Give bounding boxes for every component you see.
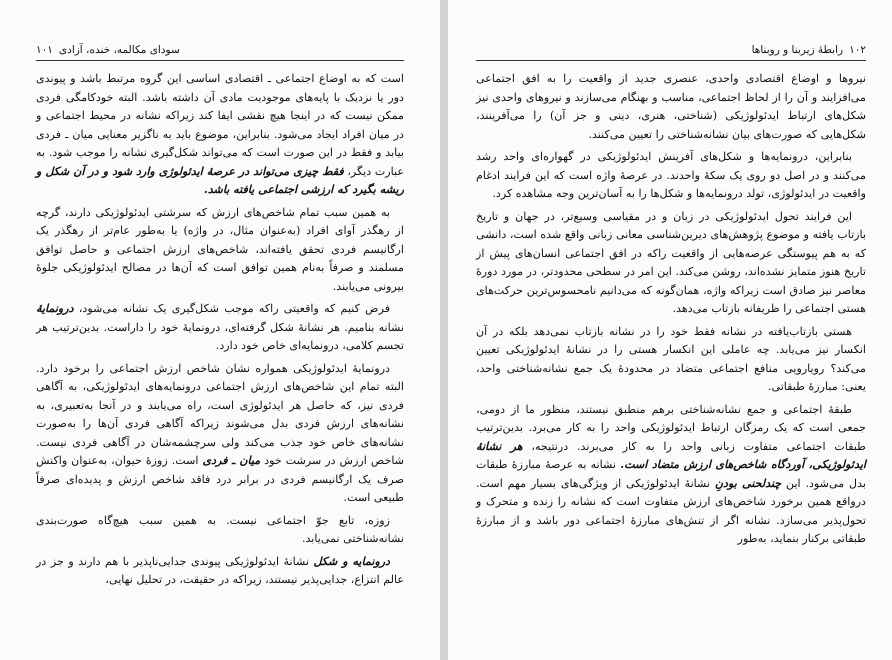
right-paragraph-2: بنابراین، درونمایه‌ها و شکل‌های آفرینش ایدئولوژیکی در گهواره‌ای واحد رشد می‌کنند و در اصل دو روی یک سکهٔ واحدند. در عرصهٔ واژه است که این فرایند ادغام واقعیت در ایدئولوژی، تولد درونمایه‌ها و شکل‌ها را به آسان‌ترین وجه مشاهده کرد. [476,150,866,200]
right-header-rule [476,60,866,61]
left-paragraph-6: درونمایه و شکل نشانهٔ ایدئولوژیکی پیوندی جدایی‌ناپذیر با هم دارند و جز در عالم انتزاع، جدایی‌پذیر نیستند، زیراکه در حقیقت، در تحلیل نهایی، [36,554,404,586]
left-paragraph-4: درونمایهٔ ایدئولوژیکی همواره نشان شاخص ارزش اجتماعی را برخود دارد. البته تمام این شاخص‌های ارزش اجتماعی درونمایه‌های ایدئولوژیکی، به آگاهی فردی نیز، که حاصل هر ایدئولوژی است، راه می‌یابند و در آنجا به‌تعبیری، به نشانه‌های ارزش فردی بدل می‌شوند زیراکه آگاهی فردی آن‌ها را به‌صورت نشانه‌های خاص خود جذب می‌کند ولی سرچشمه‌شان در آگاهی فردی نیست. شاخص ارزش در سرشت خود میان ـ فردی است. زوزهٔ حیوان، به‌عنوان واکنش صرف یک ارگانیسم فردی در برابر درد فاقد شاخص ارزش و پدیده‌ای صرفاً طبیعی است. [36,361,404,504]
left-emphasis-1: فقط چیزی می‌تواند در عرصهٔ ایدئولوژی وارد شود و در آن شکل و ریشه بگیرد که ارزشی اجتماعی یافته باشد. [36,164,404,196]
book-gutter [440,0,448,660]
left-paragraph-5: زوزه، تابع جوّ اجتماعی نیست. به همین سبب هیچ‌گاه صورت‌بندی نشانه‌شناختی نمی‌یابد. [36,513,404,545]
left-page-header [36,40,404,60]
left-paragraph-1: است که به اوضاع اجتماعی ـ اقتصادی اساسی این گروه مرتبط باشد و پیوندی دور یا نزدیک با پایه‌های موجودیت مادی آن داشته باشد. البته خودکامگی فردی ممکن نیست که در اینجا هیچ نقشی ایفا کند زیراکه نشانه در محیط اجتماعی و در میان افراد ایجاد می‌شود. بنابراین، موضوع باید به ناگزیر معنایی میان ـ فردی بیابد و فقط در این صورت است که می‌تواند شکل‌گیری نشانه را موجب شود. به عبارت دیگر، فقط چیزی می‌تواند در عرصهٔ ایدئولوژی وارد شود و در آن شکل و ریشه بگیرد که ارزشی اجتماعی یافته باشد. [36,72,404,196]
right-paragraph-3: این فرایند تحول ایدئولوژیکی در زبان و در مقیاسی وسیع‌تر، در جهان و تاریخ بازتاب یافته و موضوع پژوهش‌های دیرین‌شناسی معانی زبانی واقع شده است، دانشی که به هم پیوستگی عرصه‌هایی از واقعیت راکه در افق اجتماعی انسان‌های پیش از تاریخ هنوز متمایز نشده‌اند، روشن می‌کند. این امر در سطحی محدودتر، در مورد دورهٔ معاصر نیز صادق است زیراکه واژه، همان‌گونه که می‌دانیم نامحسوس‌ترین حرکت‌های هستی اجتماعی را ظریفانه بازتاب می‌دهد. [476,209,867,315]
right-paragraph-5: طبقهٔ اجتماعی و جمع نشانه‌شناختی برهم منطبق نیستند، منظور ما از دومی، جمعی است که یک رمزگان ارتباط ایدئولوژیکی واحد را به کار می‌برد. بدین‌ترتیب طبقات اجتماعی متفاوت زبانی واحد را به کار می‌برند. درنتیجه، هر نشانهٔ ایدئولوژیکی، آوردگاه شاخص‌های ارزش متضاد است. نشانه به عرصهٔ مبارزهٔ طبقات بدل می‌شود. این چندلحنی بودنِ نشانهٔ ایدئولوژیکی از ویژگی‌های بسیار مهم است. درواقع همین برخورد شاخص‌های ارزش متفاوت است که نشانه را زنده و متحرک و تحول‌پذیر می‌سازد. نشانه اگر از تنش‌های مبارزهٔ اجتماعی دور باشد و از مبارزهٔ طبقاتی برکنار بنماید، به‌طور [476,402,867,545]
right-running-title: رابطهٔ زیربنا و روبناها [751,44,844,56]
left-paragraph-2: به همین سبب تمام شاخص‌های ارزش که سرشتی ایدئولوژیکی دارند، گرچه از رهگذر آوای افراد (به‌عنوان مثال، در واژه) یا به‌طور عام‌تر از رهگذر یک ارگانیسم فردی تحقق یافته‌اند، شاخص‌های ارزش اجتماعی و حاصل توافق مسلمند و صرفاً به‌نام همین توافق است که آن‌ها در مصالح ایدئولوژیکی جلوهٔ بیرونی می‌یابند. [36,205,404,293]
right-page-body [476,70,866,553]
left-page [0,0,440,660]
left-paragraph-3: فرض کنیم که واقعیتی راکه موجب شکل‌گیری یک نشانه می‌شود، درونمایهٔ نشانه بنامیم. هر نشانهٔ شکل گرفته‌ای، درونمایهٔ خود را داراست. بدین‌ترتیب هر تجسم کلامی، درونمایه‌ای خاص خود دارد. [36,302,404,352]
left-running-title: سودای مکالمه، خنده، آزادی [58,44,180,56]
right-paragraph-4: هستی بازتاب‌یافته در نشانه فقط خود را در نشانه بازتاب نمی‌دهد بلکه در آن انکسار نیز می‌یابد. چه عاملی این انکسار هستی را در نشانهٔ ایدئولوژیکی تعیین می‌کند؟ رویارویی منافع اجتماعی متضاد در محدودهٔ یک جمع نشانه‌شناختی واحد، یعنی: مبارزهٔ طبقاتی. [476,324,866,393]
right-page-number: ۱۰۲ [849,44,866,56]
left-header-rule [36,60,404,61]
left-page-number: ۱۰۱ [36,44,53,56]
right-page-header [476,40,866,60]
left-page-body [36,70,404,594]
right-paragraph-1: نیروها و اوضاع اقتصادی واحدی، عنصری جدید از واقعیت را به افق اجتماعی می‌افزایند و آن را از لحاظ اجتماعی، مناسب و بهنگام می‌سازند و نیروهای واحدی نیز شکل‌های ارتباط ایدئولوژیکی (شناختی، هنری، دینی و جز آن) را می‌آفرینند، شکل‌هایی که صورت‌های بیان نشانه‌شناختی را تعیین می‌کنند. [476,72,866,141]
right-page [448,0,892,660]
